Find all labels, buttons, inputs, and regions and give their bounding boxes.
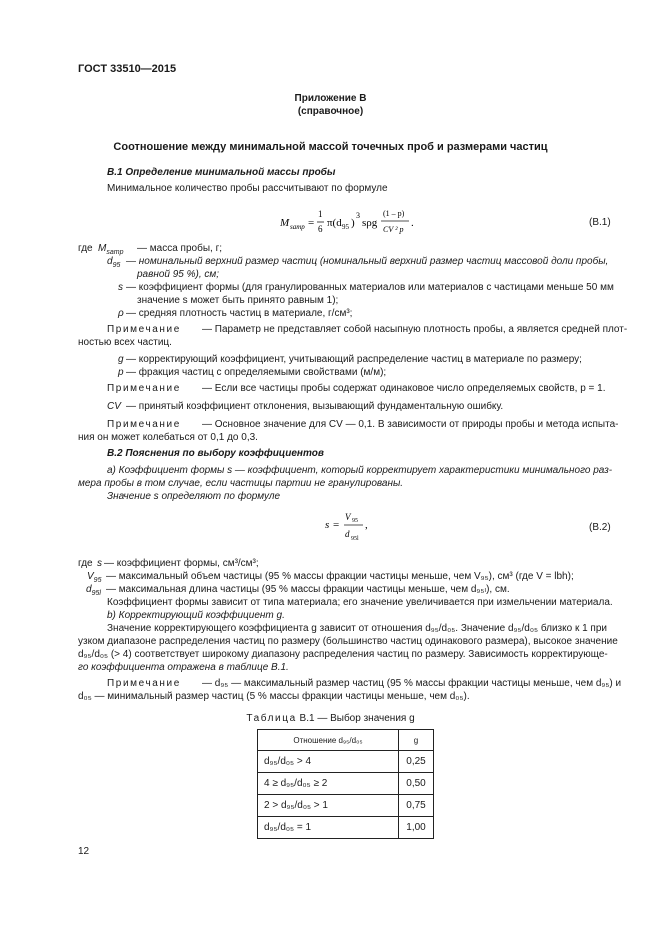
formula-b2-den: d [345, 529, 350, 539]
def-d95-text: — номинальный верхний размер частиц (номинальный верхний размер частиц массовой доли пробы, [126, 256, 609, 267]
formula-b1-cube: 3 [356, 211, 360, 220]
table-header-ratio: Отношение d₉₅/d₀₅ [258, 730, 399, 751]
def-g-text: — корректирующий коэффициент, учитывающий распределение частиц в материале по размеру; [126, 354, 582, 365]
note3-line2: ния он может колебаться от 0,1 до 0,3. [78, 432, 258, 443]
table-caption-text: В.1 — Выбор значения g [299, 713, 415, 724]
appendix-subtitle: (справочное) [297, 106, 364, 117]
note4-label: Примечание [107, 678, 181, 689]
section2-a-line1: а) Коэффициент формы s — коэффициент, который корректирует характеристики минимального раз- [107, 465, 613, 476]
note4-line2: d₀₅ — минимальный размер частиц (5 % массы фракции частицы меньше, чем d₀₅). [78, 691, 470, 702]
section2-a-line3: Значение s определяют по формуле [107, 491, 281, 502]
table-cell-g: 1,00 [399, 817, 434, 839]
shape-depends-text: Коэффициент формы зависит от типа материала; его значение увеличивается при измельчении материала. [107, 597, 613, 608]
formula-b2 [325, 510, 385, 546]
note3-label: Примечание [107, 419, 181, 430]
note3-line1: — Основное значение для CV — 0,1. В зависимости от природы пробы и метода испыта- [202, 419, 619, 430]
appendix-title: Приложение В [294, 93, 367, 104]
def2-s-prefix: где [78, 558, 93, 569]
section2-b-line2: узком диапазоне распределения частиц по размеру (большинство частиц одинакового размера), высокое значение [78, 636, 618, 647]
def-p-text: — фракция частиц с определяемыми свойствами (м/м); [126, 367, 387, 378]
note2-text: — Если все частицы пробы содержат одинаковое число определяемых свойств, p = 1. [202, 383, 606, 394]
formula-b1-frac1-num: 1 [318, 209, 323, 219]
def-s-symbol: s [118, 282, 123, 293]
def-cv-text: — принятый коэффициент отклонения, вызывающий фундаментальную ошибку. [126, 401, 504, 412]
def-m-symbol: $M_{samp}$ [98, 243, 124, 256]
formula-b2-den-sub: 95l [351, 536, 359, 542]
formula-b1-frac2-num: (1 – p) [383, 209, 405, 218]
formula-b1-eq: = [308, 217, 315, 229]
formula-b1 [280, 203, 420, 243]
def2-v95-text: — максимальный объем частицы (95 % массы фракции частицы меньше, чем V₉₅), см³ (где V = lbh); [106, 571, 574, 582]
formula-b1-lhs-sub: samp [290, 223, 305, 231]
section2-b-heading: b) Корректирующий коэффициент g. [107, 610, 285, 621]
def2-s-text: — коэффициент формы, см³/см³; [104, 558, 259, 569]
formula-b1-s-rho-g: sρg [362, 217, 378, 229]
formula-b2-eq: = [333, 519, 340, 531]
def-p-symbol: p [118, 367, 124, 378]
def-s-text-cont: значение s может быть принято равным 1); [137, 295, 339, 306]
table-cell-ratio: d₉₅/d₀₅ = 1 [258, 817, 399, 839]
def2-s-symbol: s [97, 558, 102, 569]
formula-b2-comma: , [365, 519, 368, 531]
table-cell-ratio: 2 > d₉₅/d₀₅ > 1 [258, 795, 399, 817]
table-cell-g: 0,25 [399, 751, 434, 773]
formula-b1-dot: . [411, 217, 414, 229]
def-g-symbol: g [118, 354, 124, 365]
def-d95-text-cont: равной 95 %), см; [137, 269, 220, 280]
table-header-row [258, 730, 434, 751]
section2-heading: В.2 Пояснения по выбору коэффициентов [107, 448, 324, 459]
main-title: Соотношение между минимальной массой точечных проб и размерами частиц [113, 141, 548, 153]
def-rho-text: — средняя плотность частиц в материале, г/см³; [126, 308, 353, 319]
table-row [258, 773, 434, 795]
table-cell-ratio: d₉₅/d₀₅ > 4 [258, 751, 399, 773]
formula-b2-lhs: s [325, 519, 330, 531]
section1-intro: Минимальное количество пробы рассчитывают по формуле [107, 183, 388, 194]
def2-d95l-text: — максимальная длина частицы (95 % массы фракции частицы меньше, чем d₉₅ₗ), см. [106, 584, 510, 595]
note1-line2: ностью всех частиц. [78, 337, 172, 348]
table-row [258, 751, 434, 773]
note1-line1: — Параметр не представляет собой насыпную плотность пробы, а является средней плот- [202, 324, 628, 335]
def-d95-symbol: $d_{95}$ [107, 256, 121, 269]
def2-v95-symbol: $V_{95}$ [87, 571, 102, 584]
def-s-text: — коэффициент формы (для гранулированных материалов или материалов с частицами меньше 50 мм [126, 282, 614, 293]
selection-table [257, 729, 434, 839]
table-cell-g: 0,50 [399, 773, 434, 795]
section1-heading: В.1 Определение минимальной массы пробы [107, 167, 336, 178]
section2-b-line1: Значение корректирующего коэффициента g зависит от отношения d₉₅/d₀₅. Значение d₉₅/d₀₅ близко к 1 при [107, 623, 607, 634]
formula-b2-number: (В.2) [589, 522, 611, 533]
table-cell-g: 0,75 [399, 795, 434, 817]
formula-b1-pi-d: π(d [327, 217, 342, 229]
table-caption [0, 712, 661, 725]
def-m-text: — масса пробы, г; [137, 243, 222, 254]
def-m-prefix: где [78, 243, 93, 254]
table-header-g: g [399, 730, 434, 751]
section2-a-line2: мера пробы в том случае, если частицы партии не гранулированы. [78, 478, 404, 489]
formula-b1-close: ) [351, 217, 355, 229]
page-number: 12 [78, 846, 90, 857]
note2-label: Примечание [107, 383, 181, 394]
formula-b2-num-sub: 95 [352, 518, 358, 524]
section2-b-line4: го коэффициента отражена в таблице В.1. [78, 662, 289, 673]
def-rho-symbol: ρ [118, 308, 124, 319]
def2-d95l-symbol: $d_{95l}$ [86, 584, 101, 597]
note1-label: Примечание [107, 324, 181, 335]
formula-b2-num: V [345, 512, 351, 522]
def-cv-symbol: CV [107, 401, 121, 412]
table-row [258, 817, 434, 839]
formula-b1-d-sub: 95 [342, 223, 349, 231]
formula-b1-frac2-den: CV ² p [383, 225, 404, 234]
table-caption-label: Таблица [246, 713, 297, 724]
table-row [258, 795, 434, 817]
formula-b1-number: (В.1) [589, 217, 611, 228]
formula-b1-frac1-den: 6 [318, 224, 323, 234]
standard-number: ГОСТ 33510—2015 [78, 63, 177, 75]
note4-line1: — d₉₅ — максимальный размер частиц (95 % массы фракции частицы меньше, чем d₉₅) и [202, 678, 622, 689]
section2-b-line3: d₉₅/d₀₅ (> 4) соответствует широкому диапазону распределения частиц по размеру. Зависимость корректирующе- [78, 649, 608, 660]
formula-b1-lhs: M [280, 217, 290, 229]
table-cell-ratio: 4 ≥ d₉₅/d₀₅ ≥ 2 [258, 773, 399, 795]
